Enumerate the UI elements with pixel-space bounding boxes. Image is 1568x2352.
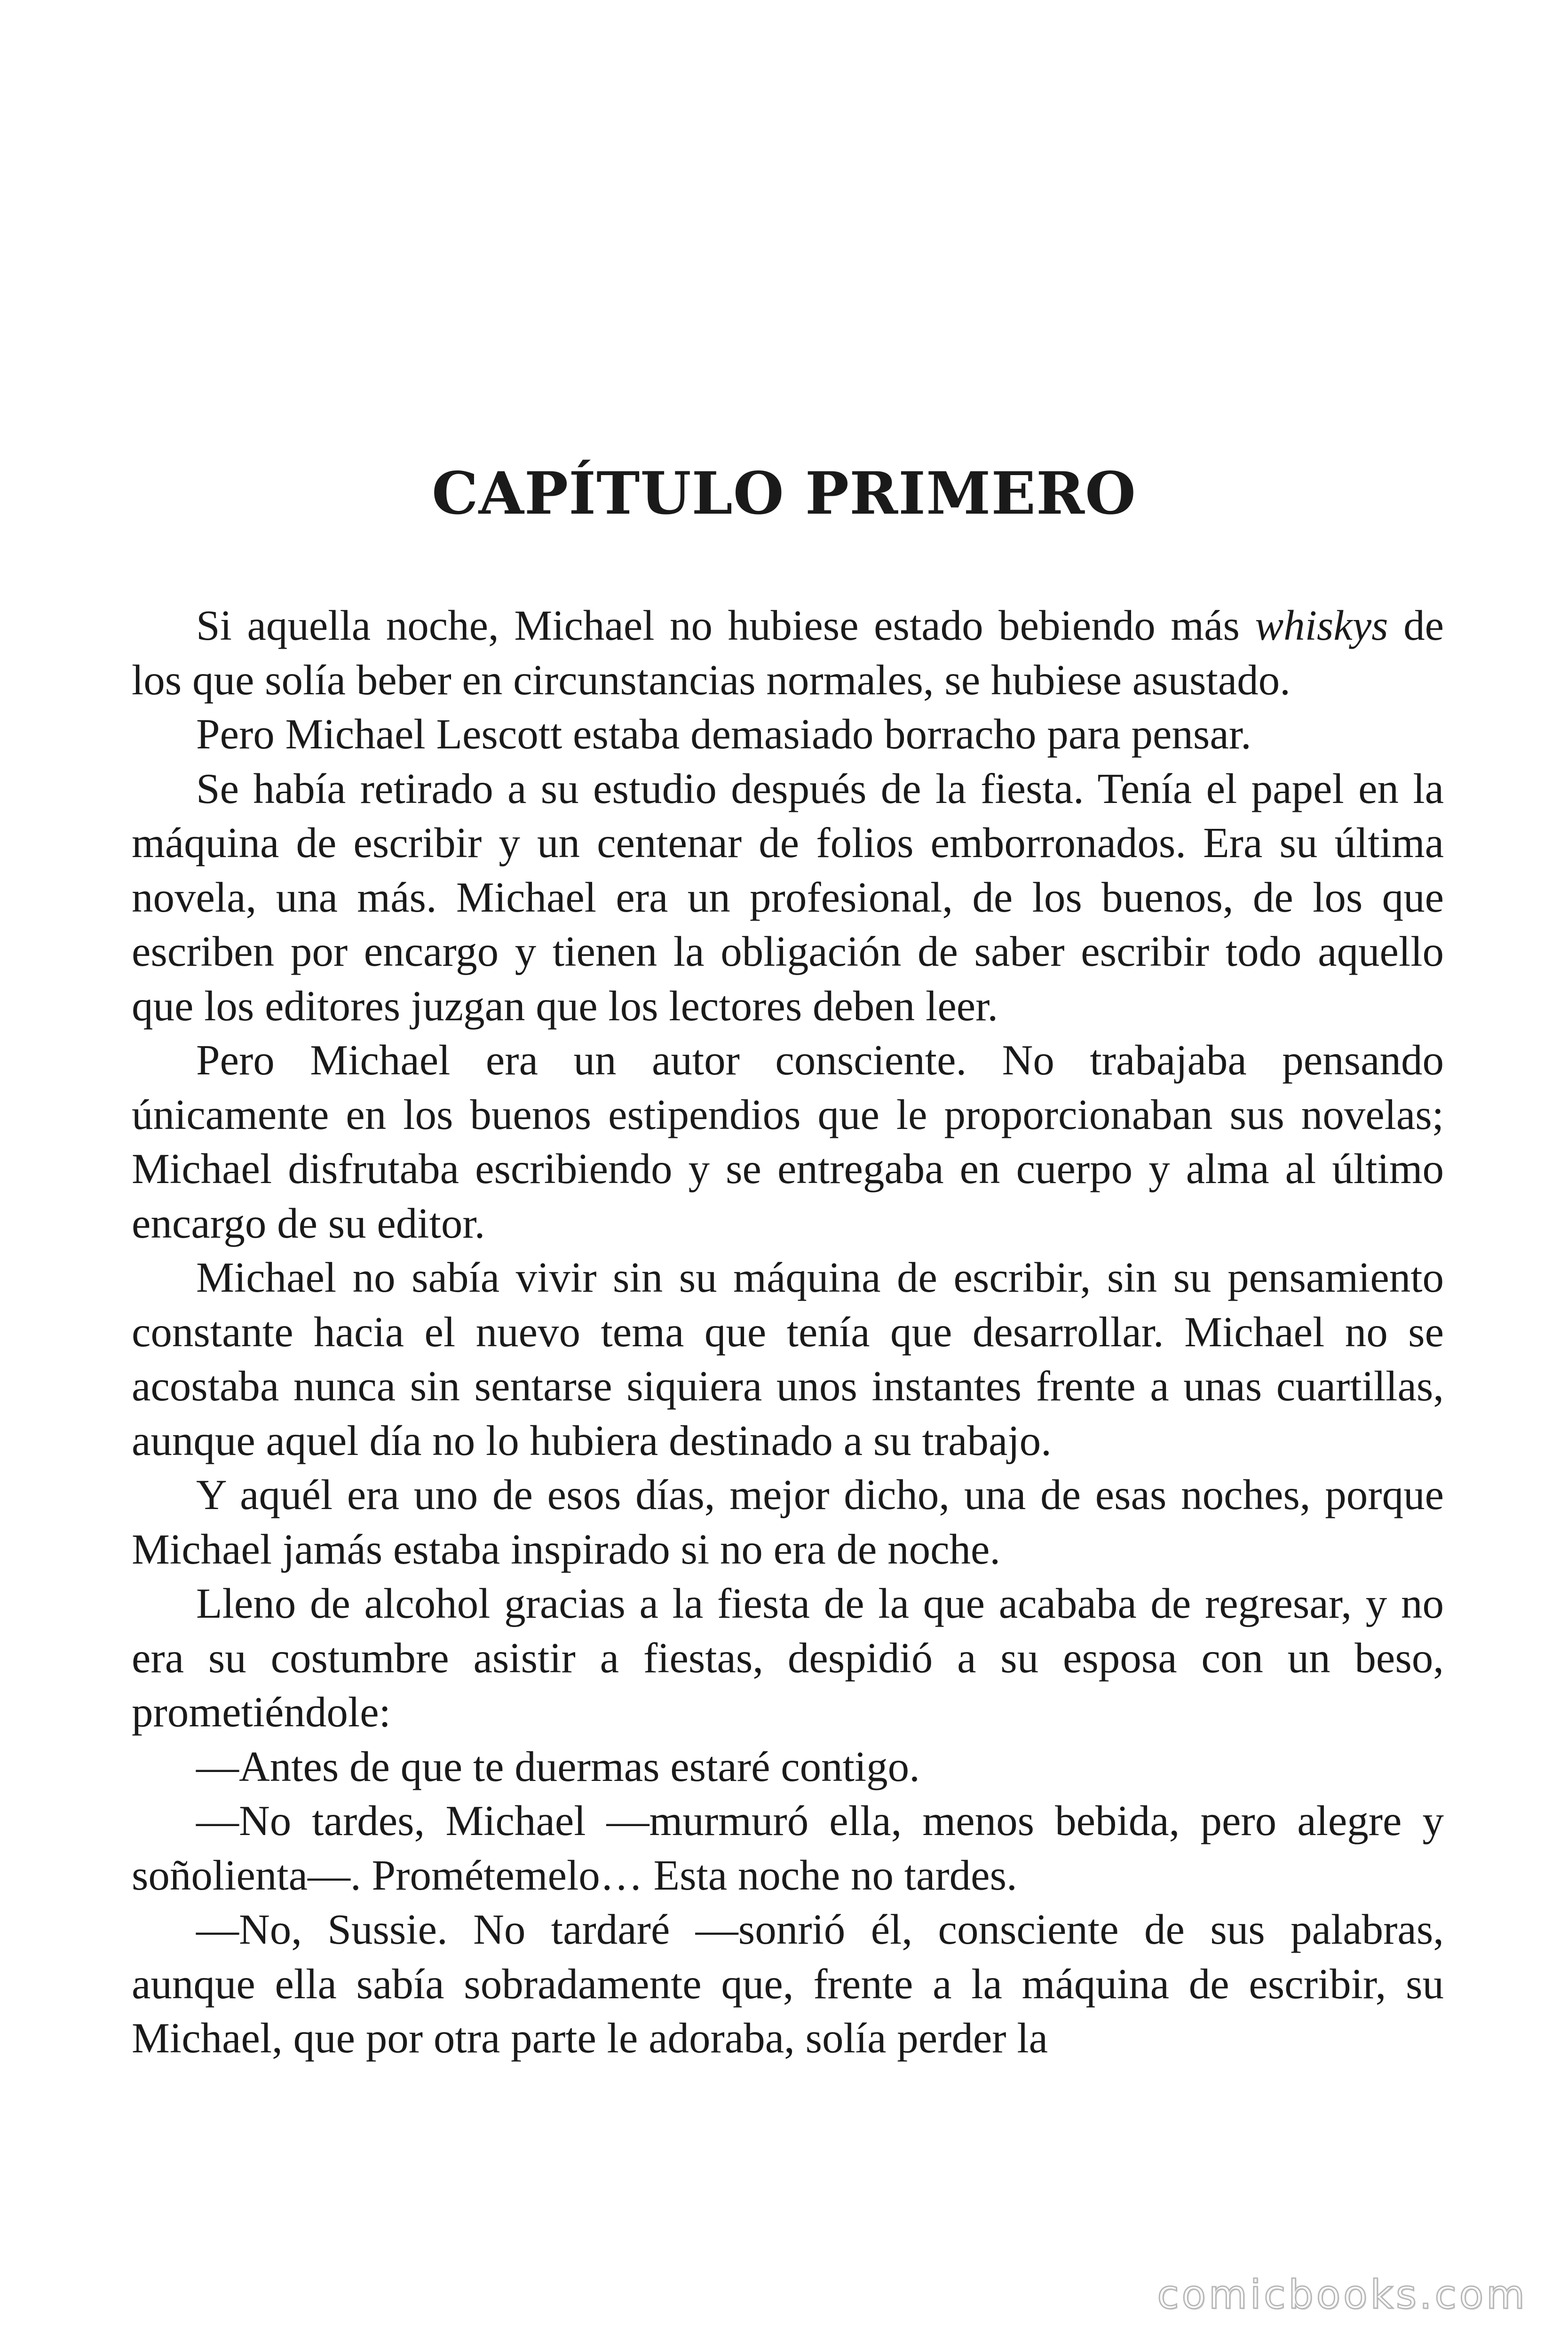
paragraph: Lleno de alcohol gracias a la fiesta de la que acababa de regresar, y no era su costumbre asistir a fiestas, despidió a su esposa con un beso, prometiéndole:	[132, 1580, 1444, 1736]
paragraph: Pero Michael Lescott estaba demasiado borracho para pensar.	[196, 710, 1251, 758]
dialogue-paragraph: —No tardes, Michael —murmuró ella, menos bebida, pero alegre y soñolienta—. Prométemelo… Esta noche no tardes.	[132, 1797, 1444, 1899]
italic-word: whiskys	[1255, 602, 1388, 649]
chapter-title: CAPÍTULO PRIMERO	[431, 460, 1137, 528]
dialogue-paragraph: —Antes de que te duermas estaré contigo.	[196, 1742, 920, 1790]
watermark-text: comicbooks.com	[1157, 2272, 1528, 2318]
paragraph: Y aquél era uno de esos días, mejor dicho, una de esas noches, porque Michael jamás estaba inspirado si no era de noche.	[132, 1471, 1444, 1573]
paragraph: Se había retirado a su estudio después de la fiesta. Tenía el papel en la máquina de escribir y un centenar de folios emborronados. Era su última novela, una más. Michael era un profesional, de los buenos, de los que escriben por encargo y tienen la obligación de saber escribir todo aquello que los editores juzgan que los lectores deben leer.	[132, 764, 1444, 1030]
paragraph: Pero Michael era un autor consciente. No trabajaba pensando únicamente en los buenos estipendios que le proporcionaban sus novelas; Michael disfrutaba escribiendo y se entregaba en cuerpo y alma al último encargo de su editor.	[132, 1036, 1444, 1247]
dialogue-paragraph: —No, Sussie. No tardaré —sonrió él, consciente de sus palabras, aunque ella sabía sobradamente que, frente a la máquina de escribir, su Michael, que por otra parte le adoraba, solía perder la	[132, 1906, 1444, 2062]
chapter-body	[132, 598, 1444, 2066]
paragraph-text-end: de los que solía beber en circunstancias normales, se hubiese asustado.	[132, 602, 1444, 704]
paragraph	[132, 598, 1444, 707]
paragraph-text-start: Si aquella noche, Michael no hubiese estado bebiendo más	[196, 602, 1255, 649]
paragraph: Michael no sabía vivir sin su máquina de escribir, sin su pensamiento constante hacia el nuevo tema que tenía que desarrollar. Michael no se acostaba nunca sin sentarse siquiera unos instantes frente a unas cuartillas, aunque aquel día no lo hubiera destinado a su trabajo.	[132, 1254, 1444, 1464]
